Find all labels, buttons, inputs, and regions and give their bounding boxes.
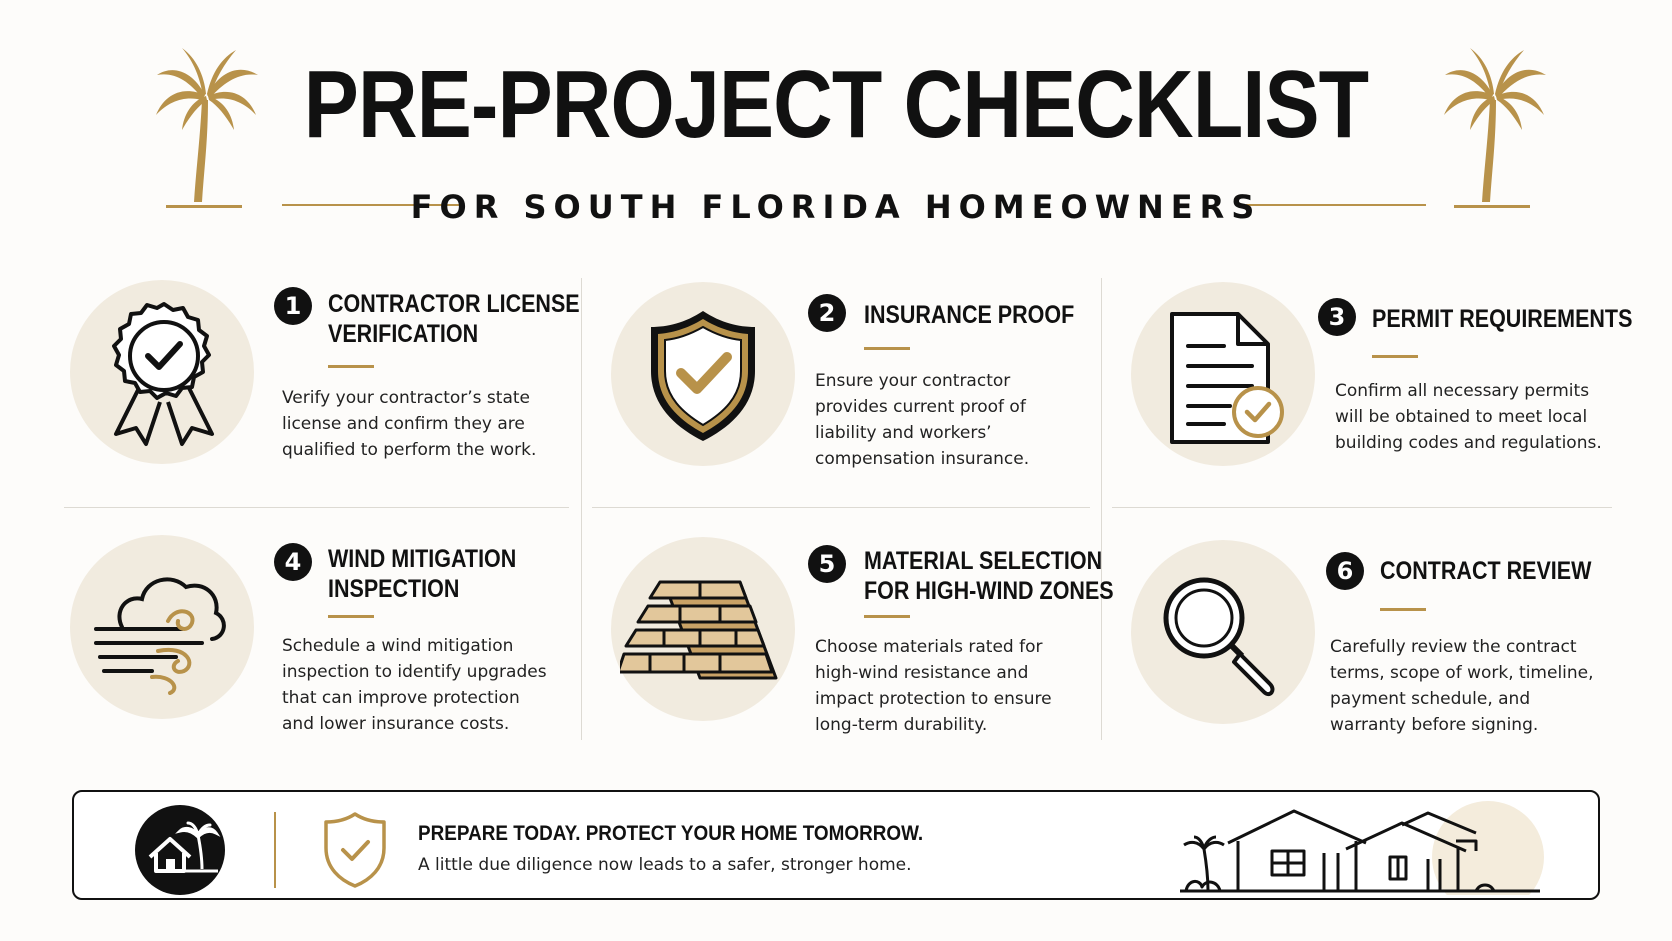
- card-title-6: [1380, 556, 1591, 586]
- card-accent-2: [864, 347, 910, 350]
- card-description-5: Choose materials rated for high-wind resistance and impact protection to ensure long-term durability.: [815, 637, 1052, 735]
- shield-check-outline-icon: [322, 810, 388, 888]
- step-number-2: 2: [808, 294, 846, 332]
- card-title-3-line1: PERMIT REQUIREMENTS: [1372, 305, 1633, 333]
- card-description-4: Schedule a wind mitigation inspection to identify upgrades that can improve protection and lower insurance costs.: [282, 636, 547, 734]
- step-number-5: 5: [808, 545, 846, 583]
- row-divider-2: [592, 507, 1090, 508]
- page-title: PRE-PROJECT CHECKLIST: [303, 51, 1369, 158]
- house-illustration-icon: [1176, 795, 1546, 895]
- step-number-3: 3: [1318, 298, 1356, 336]
- card-title-1-line1: CONTRACTOR LICENSE: [328, 290, 580, 318]
- card-title-6-line1: CONTRACT REVIEW: [1380, 557, 1592, 585]
- card-description-6: Carefully review the contract terms, scope of work, timeline, payment schedule, and warranty before signing.: [1330, 637, 1594, 735]
- card-accent-6: [1380, 608, 1426, 611]
- card-accent-5: [864, 615, 910, 618]
- row-divider-1: [64, 507, 569, 508]
- card-title-5: [864, 546, 1114, 606]
- column-divider-1: [581, 278, 582, 740]
- row-divider-3: [1112, 507, 1612, 508]
- cloud-wind-icon: [92, 565, 232, 695]
- magnifier-icon: [1158, 572, 1282, 702]
- card-accent-3: [1372, 355, 1418, 358]
- footer-title: PREPARE TODAY. PROTECT YOUR HOME TOMORROW.: [418, 822, 924, 845]
- shield-check-icon: [645, 305, 761, 445]
- card-title-5-line2: FOR HIGH-WIND ZONES: [864, 577, 1114, 605]
- card-title-1-line2: VERIFICATION: [328, 320, 479, 348]
- step-number-1: 1: [274, 287, 312, 325]
- card-title-5-line1: MATERIAL SELECTION: [864, 547, 1103, 575]
- footer-subtitle: A little due diligence now leads to a safer, stronger home.: [418, 855, 912, 875]
- card-description-3: Confirm all necessary permits will be obtained to meet local building codes and regulations.: [1335, 381, 1602, 453]
- document-check-icon: [1168, 310, 1288, 444]
- card-accent-1: [328, 365, 374, 368]
- card-title-4-line1: WIND MITIGATION: [328, 545, 517, 573]
- award-ribbon-icon: [102, 298, 226, 448]
- card-description-2: Ensure your contractor provides current proof of liability and workers’ compensation insurance.: [815, 371, 1030, 469]
- card-description-1: Verify your contractor’s state license and confirm they are qualified to perform the work.: [282, 388, 537, 460]
- roof-shingles-icon: [620, 578, 780, 684]
- page-subtitle: FOR SOUTH FLORIDA HOMEOWNERS: [410, 188, 1262, 226]
- column-divider-2: [1101, 278, 1102, 740]
- card-title-3: [1372, 304, 1632, 334]
- card-accent-4: [328, 615, 374, 618]
- card-title-4: [328, 544, 516, 604]
- step-number-4: 4: [274, 543, 312, 581]
- footer-divider: [274, 812, 276, 888]
- card-title-2: [864, 300, 1074, 330]
- card-title-1: [328, 289, 580, 349]
- step-number-6: 6: [1326, 552, 1364, 590]
- home-palm-badge-icon: [130, 805, 230, 895]
- card-title-2-line1: INSURANCE PROOF: [864, 301, 1075, 329]
- card-title-4-line2: INSPECTION: [328, 575, 460, 603]
